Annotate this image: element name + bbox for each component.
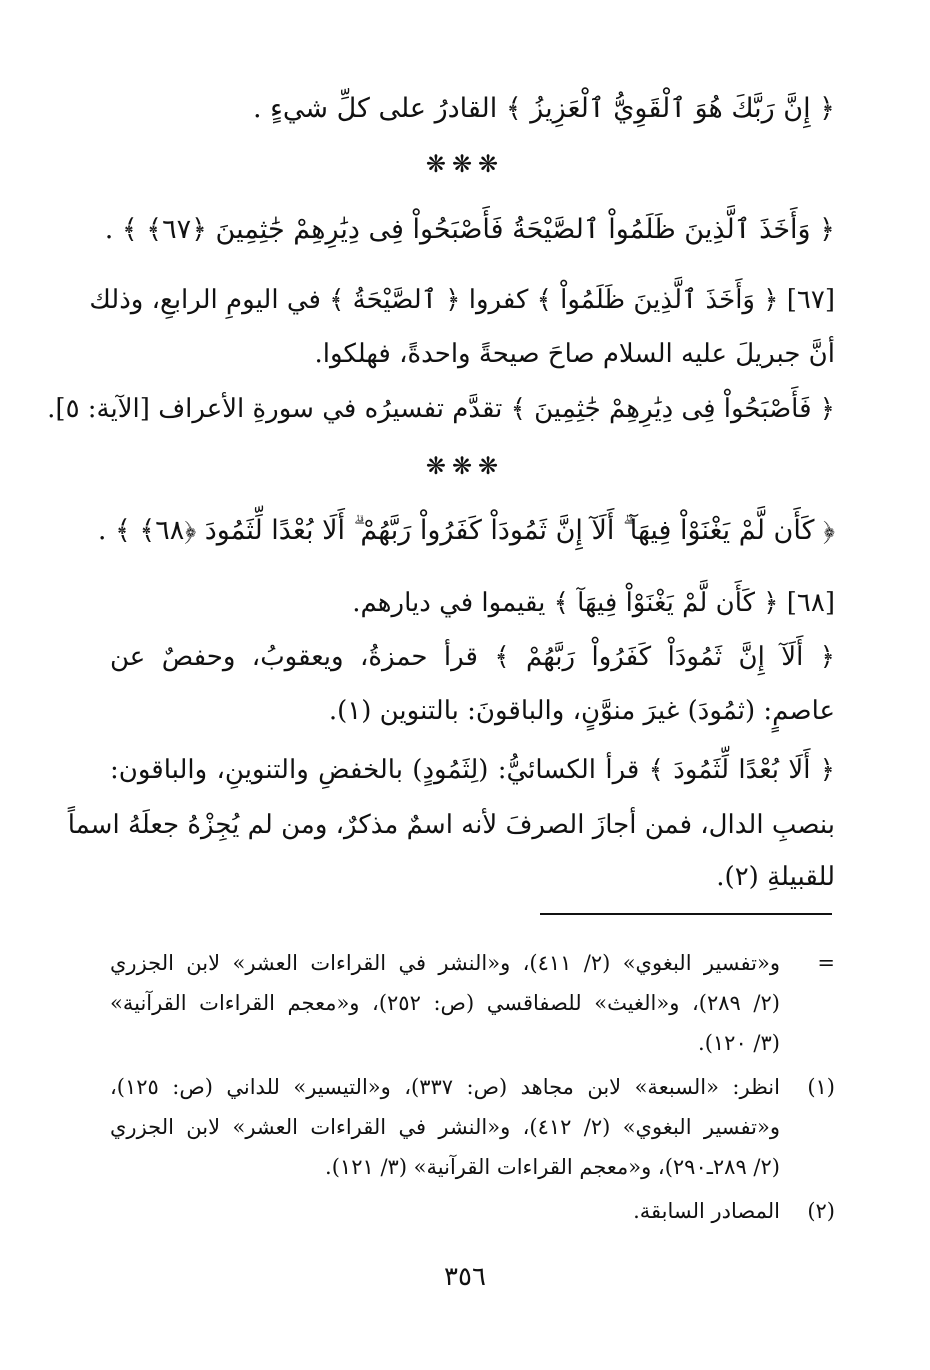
footnote-continuation-line-2: (٢/ ٢٨٩)، و«الغيث» للصفاقسي (ص: ٢٥٢)، و«معجم القراءات القرآنية» [110, 991, 780, 1015]
verse-conclusion-line: ﴿ إِنَّ رَبَّكَ هُوَ ٱلْقَوِيُّ ٱلْعَزِيزُ ﴾ القادرُ على كلِّ شيءٍ . [253, 93, 835, 124]
page-number: ٣٥٦ [444, 1262, 486, 1292]
commentary-67-line-2: أنَّ جبريلَ عليه السلام صاحَ صيحةً واحدةً، فهلكوا. [314, 339, 835, 369]
footnote-1-line-2: و«تفسير البغوي» (٢/ ٤١٢)، و«النشر في القراءات العشر» لابن الجزري [110, 1115, 780, 1139]
footnote-1-line-3: (٢/ ٢٨٩ـ٢٩٠)، و«معجم القراءات القرآنية» (٣/ ١٢١). [325, 1155, 780, 1179]
commentary-67-line-3: ﴿ فَأَصْبَحُواْ فِى دِيَٰرِهِمْ جَٰثِمِينَ ﴾ تقدَّم تفسيرُه في سورةِ الأعراف [الآية: ٥]. [47, 394, 835, 424]
footnote-continuation-line-3: (٣/ ١٢٠). [698, 1031, 780, 1055]
commentary-68-line-5: بنصبِ الدال، فمن أجازَ الصرفَ لأنه اسمٌ مذكرٌ، ومن لم يُجِزْهُ جعلَهُ اسماً [67, 810, 835, 840]
footnote-2-marker: (٢) [807, 1199, 835, 1223]
quran-verse-68: ﴿ كَأَن لَّمْ يَغْنَوْاْ فِيهَآ ۗ أَلَآ إِنَّ ثَمُودَاْ كَفَرُواْ رَبَّهُمْ ۗ أَلَا بُعْدًا لِّثَمُودَ ﴿٦٨﴾ ﴾ . [97, 515, 835, 546]
footnote-1-marker: (١) [807, 1075, 835, 1099]
commentary-67-line-1: [٦٧] ﴿ وَأَخَذَ ٱلَّذِينَ ظَلَمُواْ ﴾ كفروا ﴿ ٱلصَّيْحَةُ ﴾ في اليومِ الرابعِ، وذلك [89, 285, 835, 315]
commentary-68-line-6: للقبيلةِ (٢). [716, 862, 835, 892]
commentary-68-line-2: ﴿ أَلَآ إِنَّ ثَمُودَاْ كَفَرُواْ رَبَّهُمْ ﴾ قرأ حمزةُ، ويعقوبُ، وحفصٌ عن [110, 642, 836, 672]
section-separator: ❋❋❋ [425, 452, 505, 480]
footnote-continuation-marker: = [817, 951, 835, 975]
footnote-divider [540, 913, 832, 915]
footnote-1-line-1: انظر: «السبعة» لابن مجاهد (ص: ٣٣٧)، و«التيسير» للداني (ص: ١٢٥)، [110, 1075, 780, 1099]
footnote-2-line-1: المصادر السابقة. [633, 1199, 780, 1223]
commentary-68-line-1: [٦٨] ﴿ كَأَن لَّمْ يَغْنَوْاْ فِيهَآ ﴾ يقيموا في ديارهم. [352, 588, 835, 618]
section-separator: ❋❋❋ [425, 150, 505, 178]
footnote-continuation-line-1: و«تفسير البغوي» (٢/ ٤١١)، و«النشر في القراءات العشر» لابن الجزري [110, 951, 780, 975]
commentary-68-line-3: عاصمٍ: (ثمُودَ) غيرَ منوَّنٍ، والباقونَ: بالتنوين (١). [328, 696, 835, 726]
commentary-68-line-4: ﴿ أَلَا بُعْدًا لِّثَمُودَ ﴾ قرأ الكسائيُّ: (لِثَمُودٍ) بالخفضِ والتنوينِ، والباقون: [110, 755, 835, 785]
quran-verse-67: ﴿ وَأَخَذَ ٱلَّذِينَ ظَلَمُواْ ٱلصَّيْحَةُ فَأَصْبَحُواْ فِى دِيَٰرِهِمْ جَٰثِمِينَ ﴿٦٧﴾ ﴾ . [104, 214, 835, 245]
